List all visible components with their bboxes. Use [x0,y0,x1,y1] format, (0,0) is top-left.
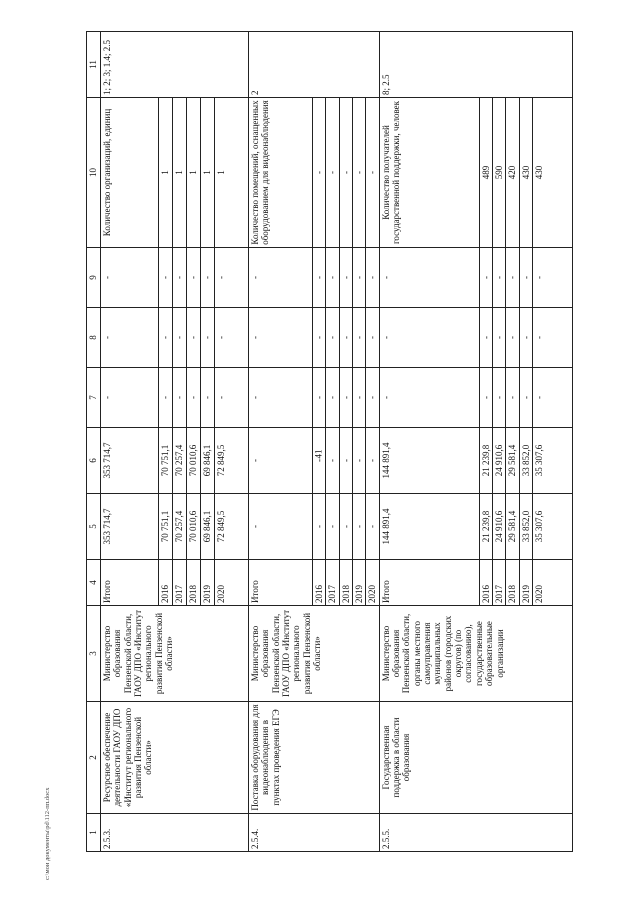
header-cell: 11 [87,32,101,98]
year-cell: 2018 [187,560,201,606]
local-budget-cell: - [533,308,573,368]
federal-budget-cell: - [173,368,187,428]
total-amount-cell: 144 891,4 [379,494,479,560]
other-sources-cell: - [519,248,532,308]
federal-budget-cell: - [506,368,519,428]
indicator-value-cell: 1 [215,98,249,248]
other-sources-cell: - [173,248,187,308]
other-sources-cell: - [479,248,492,308]
local-budget-cell: - [379,308,479,368]
header-cell: 4 [87,560,101,606]
regional-budget-cell: - [249,428,313,494]
total-amount-cell: 353 714,7 [101,494,159,560]
total-amount-cell: 70 751,1 [159,494,173,560]
total-amount-cell: 35 307,6 [533,494,573,560]
regional-budget-cell: 21 239,8 [479,428,492,494]
other-sources-cell: - [101,248,159,308]
federal-budget-cell: - [493,368,506,428]
header-cell: 9 [87,248,101,308]
regional-budget-cell: 33 852,0 [519,428,532,494]
regional-budget-cell: 353 714,7 [101,428,159,494]
federal-budget-cell: - [339,368,352,428]
activity-executor: Министерство образования Пензенской области, органы местного самоуправления муниципальных районов (городских округов) (по согласованию), государственные образовательные организации [379,606,572,702]
activity-number: 2.5.3. [101,814,249,852]
header-cell: 5 [87,494,101,560]
regional-budget-cell: - [339,428,352,494]
year-cell: 2019 [519,560,532,606]
year-cell: 2020 [366,560,379,606]
regional-budget-cell: 24 910,6 [493,428,506,494]
total-amount-cell: 70 257,4 [173,494,187,560]
total-amount-cell: 69 846,1 [201,494,215,560]
header-cell: 7 [87,368,101,428]
regional-budget-cell: 69 846,1 [201,428,215,494]
other-sources-cell: - [493,248,506,308]
other-sources-cell: - [366,248,379,308]
indicator-value-cell: 420 [506,98,519,248]
other-sources-cell: - [159,248,173,308]
total-amount-cell: - [339,494,352,560]
year-cell: 2017 [493,560,506,606]
regional-budget-cell: 72 849,5 [215,428,249,494]
regional-budget-cell: 35 307,6 [533,428,573,494]
local-budget-cell: - [201,308,215,368]
indicator-value-cell: 1 [187,98,201,248]
header-cell: 6 [87,428,101,494]
other-sources-cell: - [187,248,201,308]
local-budget-cell: - [366,308,379,368]
indicator-value-cell: - [339,98,352,248]
federal-budget-cell: - [519,368,532,428]
other-sources-cell: - [249,248,313,308]
header-row [87,32,101,852]
other-sources-cell: - [326,248,339,308]
local-budget-cell: - [101,308,159,368]
program-table [86,31,573,852]
federal-budget-cell: - [101,368,159,428]
activity-number: 2.5.4. [249,814,380,852]
local-budget-cell: - [215,308,249,368]
activity-row [101,32,159,852]
indicator-name: Количество получателей государственной поддержки, человек [379,98,479,248]
other-sources-cell: - [353,248,366,308]
file-path-footer: c:\мои документы\pd\112-пп.docx [44,787,51,880]
total-amount-cell: 24 910,6 [493,494,506,560]
federal-budget-cell: - [353,368,366,428]
federal-budget-cell: - [159,368,173,428]
local-budget-cell: - [493,308,506,368]
regional-budget-cell: - [353,428,366,494]
indicator-value-cell: - [313,98,326,248]
year-cell: 2017 [326,560,339,606]
indicator-value-cell: 1 [201,98,215,248]
local-budget-cell: - [506,308,519,368]
year-cell: Итого [101,560,159,606]
local-budget-cell: - [479,308,492,368]
indicator-name: Количество организаций, единиц [101,98,159,248]
header-cell: 10 [87,98,101,248]
total-amount-cell: 70 010,6 [187,494,201,560]
federal-budget-cell: - [201,368,215,428]
regional-budget-cell: - [313,428,326,494]
activity-row [379,32,479,852]
total-amount-cell: 33 852,0 [519,494,532,560]
federal-budget-cell: - [379,368,479,428]
total-amount-cell: - [313,494,326,560]
year-cell: 2016 [159,560,173,606]
reference-cell: 8; 2.5 [379,32,572,98]
year-cell: 2020 [533,560,573,606]
year-cell: 2020 [215,560,249,606]
year-cell: Итого [379,560,479,606]
year-cell: 2018 [339,560,352,606]
federal-budget-cell: - [533,368,573,428]
other-sources-cell: - [215,248,249,308]
federal-budget-cell: - [313,368,326,428]
total-amount-cell: - [353,494,366,560]
federal-budget-cell: - [249,368,313,428]
regional-budget-cell: 70 257,4 [173,428,187,494]
indicator-value-cell: 430 [519,98,532,248]
federal-budget-cell: - [366,368,379,428]
reference-cell: 2 [249,32,380,98]
page-number: 41 [313,449,324,459]
year-cell: 2017 [173,560,187,606]
year-cell: Итого [249,560,313,606]
activity-name: Поставка оборудования для видеонаблюдения в пунктах проведения ЕГЭ [249,702,380,814]
year-cell: 2016 [313,560,326,606]
activity-name: Государственная поддержка в области образования [379,702,572,814]
local-budget-cell: - [159,308,173,368]
local-budget-cell: - [173,308,187,368]
activity-executor: Министерство образования Пензенской области, ГАОУ ДПО «Институт регионального развития Пензенской области» [101,606,249,702]
indicator-value-cell: 590 [493,98,506,248]
local-budget-cell: - [313,308,326,368]
activity-name: Ресурсное обеспечение деятельности ГАОУ ДПО «Институт регионального развития Пензенской области» [101,702,249,814]
header-cell: 1 [87,814,101,852]
regional-budget-cell: 70 751,1 [159,428,173,494]
indicator-value-cell: 1 [173,98,187,248]
regional-budget-cell: 29 581,4 [506,428,519,494]
year-cell: 2016 [479,560,492,606]
activity-executor: Министерство образования Пензенской области, ГАОУ ДПО «Институт регионального развития Пензенской области» [249,606,380,702]
indicator-value-cell: - [366,98,379,248]
year-cell: 2019 [353,560,366,606]
total-amount-cell: 21 239,8 [479,494,492,560]
indicator-value-cell: 489 [479,98,492,248]
total-amount-cell: - [366,494,379,560]
other-sources-cell: - [533,248,573,308]
local-budget-cell: - [187,308,201,368]
local-budget-cell: - [519,308,532,368]
indicator-name: Количество помещений, оснащенных оборудованием для видеонаблюдения [249,98,313,248]
other-sources-cell: - [313,248,326,308]
regional-budget-cell: - [326,428,339,494]
regional-budget-cell: 70 010,6 [187,428,201,494]
local-budget-cell: - [353,308,366,368]
total-amount-cell: 72 849,5 [215,494,249,560]
other-sources-cell: - [379,248,479,308]
other-sources-cell: - [506,248,519,308]
local-budget-cell: - [339,308,352,368]
total-amount-cell: - [326,494,339,560]
indicator-value-cell: 1 [159,98,173,248]
reference-cell: 1; 2; 3; 1.4; 2.5 [101,32,249,98]
federal-budget-cell: - [215,368,249,428]
federal-budget-cell: - [326,368,339,428]
total-amount-cell: - [249,494,313,560]
rotated-table-container [86,32,584,852]
regional-budget-cell: - [366,428,379,494]
other-sources-cell: - [201,248,215,308]
indicator-value-cell: - [353,98,366,248]
header-cell: 3 [87,606,101,702]
activity-row [249,32,313,852]
other-sources-cell: - [339,248,352,308]
federal-budget-cell: - [187,368,201,428]
indicator-value-cell: 430 [533,98,573,248]
local-budget-cell: - [249,308,313,368]
activity-number: 2.5.5. [379,814,572,852]
header-cell: 2 [87,702,101,814]
regional-budget-cell: 144 891,4 [379,428,479,494]
year-cell: 2018 [506,560,519,606]
federal-budget-cell: - [479,368,492,428]
local-budget-cell: - [326,308,339,368]
header-cell: 8 [87,308,101,368]
indicator-value-cell: - [326,98,339,248]
table-body [87,32,573,852]
total-amount-cell: 29 581,4 [506,494,519,560]
year-cell: 2019 [201,560,215,606]
